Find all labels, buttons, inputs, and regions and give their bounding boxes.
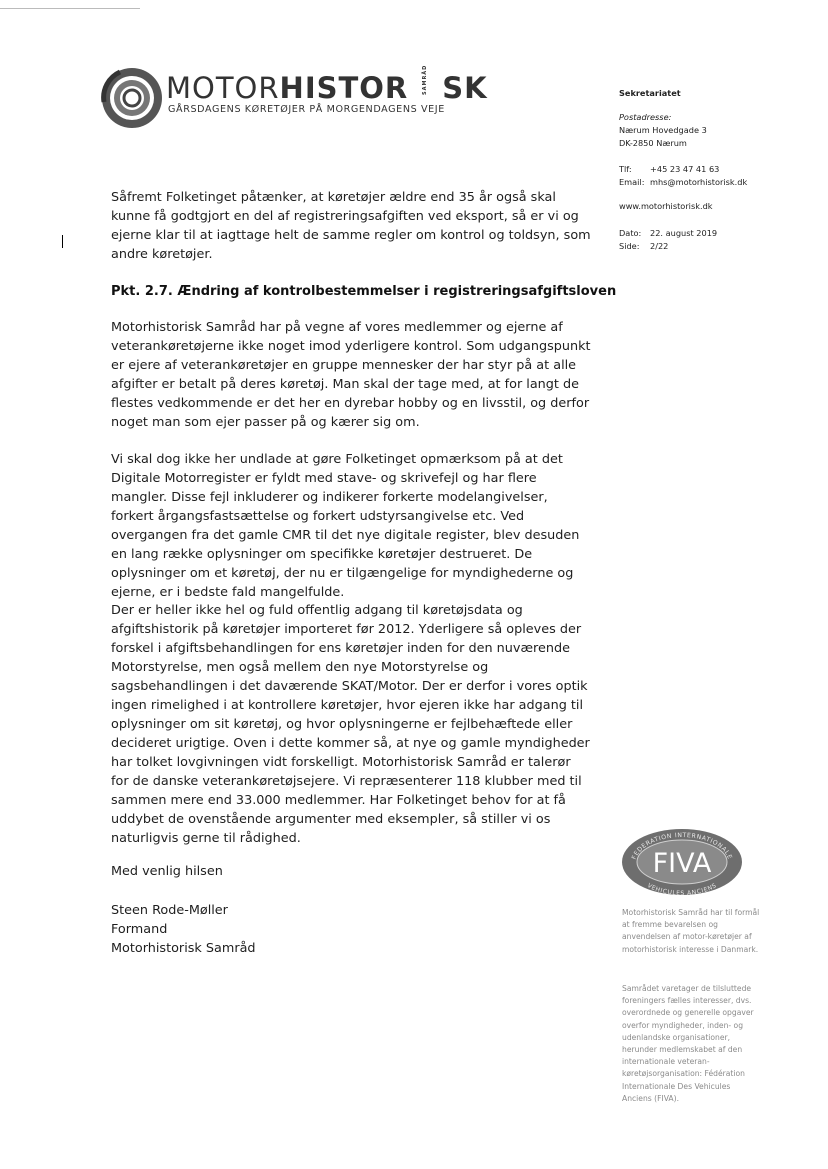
address-line-2: DK-2850 Nærum: [619, 138, 687, 148]
sidebar-heading-text: Sekretariatet: [619, 88, 681, 98]
contact-info: [619, 163, 747, 189]
signer-title: Formand: [111, 922, 168, 937]
sidebar-heading: [619, 87, 681, 100]
fiva-membership-text: Samrådet varetager de tilsluttede foreningers fælles interesser, dvs. overordnede og generelle opgaver overfor myndigheder, inden- og udenlandske organisationer, herunder medlemskabet af den internationale veteran-køretøjsorganisation: Fédération Internationale Des Vehicules Anciens (FIVA).: [622, 984, 754, 1103]
top-rule: [0, 8, 140, 9]
closing: Med venlig hilsen: [111, 864, 223, 879]
date-label: Dato:: [619, 228, 642, 238]
fiva-badge-text: FIVA: [652, 848, 712, 879]
page-value: 2/22: [650, 241, 669, 251]
text-cursor: [62, 235, 63, 248]
postal-label: Postadresse:: [619, 112, 672, 122]
paragraph-1-text: Motorhistorisk Samråd har på vegne af vores medlemmer og ejerne af veterankøretøjerne ikke noget imod yderligere kontrol. Som udgangspunkt er ejere af veterankøretøjer en gruppe mennesker der har styr på at alle afgifter er betalt på deres køretøj. Man skal der tage med, at for langt de flestes vedkommende er det her en dyrebar hobby og en livsstil, og derfor noget man som ejer passer på og kærer sig om.: [111, 320, 591, 430]
fiva-ring-top: FEDERATION INTERNATIONALE: [630, 831, 734, 861]
paragraph-3-text: Der er heller ikke hel og fuld offentlig adgang til køretøjsdata og afgiftshistorik på køretøjer importeret før 2012. Yderligere så opleves der forskel i afgiftsbehandlingen for ens køretøjer inden for den nuværende Motorstyrelse, men også mellem den nye Motorstyrelse og sagsbehandlingen i det daværende SKAT/Motor. Der er derfor i vores optik ingen rimelighed i at kontrollere køretøjer, hvor ejeren ikke har adgang til oplysninger om sit køretøj, og hvor oplysningerne er fejlbehæftede eller decideret urigtige. Oven i dette kommer så, at nye og gamle myndigheder har tolket lovgivningen vidt forskelligt. Motorhistorisk Samråd er talerør for de danske veterankøretøjsejere. Vi repræsenterer 118 klubber med til sammen mere end 33.000 medlemmer. Har Folketinget behov for at få uddybet de ovenstående argumenter med eksempler, så stiller vi os naturligvis gerne til rådighed.: [111, 603, 590, 846]
logo-title-motor: MOTOR: [166, 71, 280, 105]
fiva-purpose-text: Motorhistorisk Samråd har til formål at fremme bevarelsen og anvendelsen af motor-køretøjer af motorhistorisk interesse i Danmark.: [622, 908, 760, 954]
fiva-logo-icon: [621, 828, 743, 896]
wheel-logo-icon: [100, 66, 164, 130]
logo-title-histor: HISTOR: [279, 71, 409, 105]
date-value: 22. august 2019: [650, 228, 718, 238]
section-heading: Pkt. 2.7. Ændring af kontrolbestemmelser i registreringsafgiftsloven: [111, 284, 617, 299]
paragraph-2: [111, 450, 591, 602]
logo-title: [166, 64, 488, 105]
postal-address: [619, 111, 707, 150]
address-line-1: Nærum Hovedgade 3: [619, 125, 707, 135]
intro-text: Såfremt Folketinget påtænker, at køretøjer ældre end 35 år også skal kunne få godtgjort en del af registreringsafgiften ved eksport, så er vi og ejerne klar til at iagttage helt de samme regler om kontrol og toldsyn, som andre køretøjer.: [111, 190, 591, 262]
page-label: Side:: [619, 241, 640, 251]
phone-value: +45 23 47 41 63: [650, 164, 720, 174]
intro-paragraph: [111, 188, 591, 264]
paragraph-1: [111, 318, 591, 432]
signer-org: Motorhistorisk Samråd: [111, 941, 256, 956]
website-link[interactable]: www.motorhistorisk.dk: [619, 201, 713, 211]
logo-title-sk: SK: [442, 71, 488, 105]
logo-tagline: GÅRSDAGENS KØRETØJER PÅ MORGENDAGENS VEJE: [168, 104, 445, 115]
motorhistorisk-logo: [100, 64, 488, 130]
email-label: Email:: [619, 177, 645, 187]
paragraph-2-text: Vi skal dog ikke her undlade at gøre Folketinget opmærksom på at det Digitale Motorregister er fyldt med stave- og skrivefejl og har flere mangler. Disse fejl inkluderer og indikerer forkerte modelangivelser, forkert årgangsfastsættelse og forkert udstyrsangivelse etc. Ved overgangen fra det gamle CMR til det nye digitale register, blev desuden en lang række oplysninger om specifikke køretøjer destrueret. De oplysninger om et køretøj, der nu er tilgængelige for myndighederne og ejerne, er i bedste fald mangelfulde.: [111, 452, 580, 600]
signature-block: [111, 901, 591, 958]
phone-label: Tlf:: [619, 164, 632, 174]
email-value[interactable]: mhs@motorhistorisk.dk: [650, 177, 748, 187]
signer-name: Steen Rode-Møller: [111, 903, 228, 918]
date-page-info: [619, 227, 717, 253]
paragraph-3: [111, 601, 591, 848]
fiva-ring-bottom: VEHICULES ANCIENS: [646, 882, 719, 896]
logo-title-samraad: SAMRÅD: [422, 64, 429, 95]
